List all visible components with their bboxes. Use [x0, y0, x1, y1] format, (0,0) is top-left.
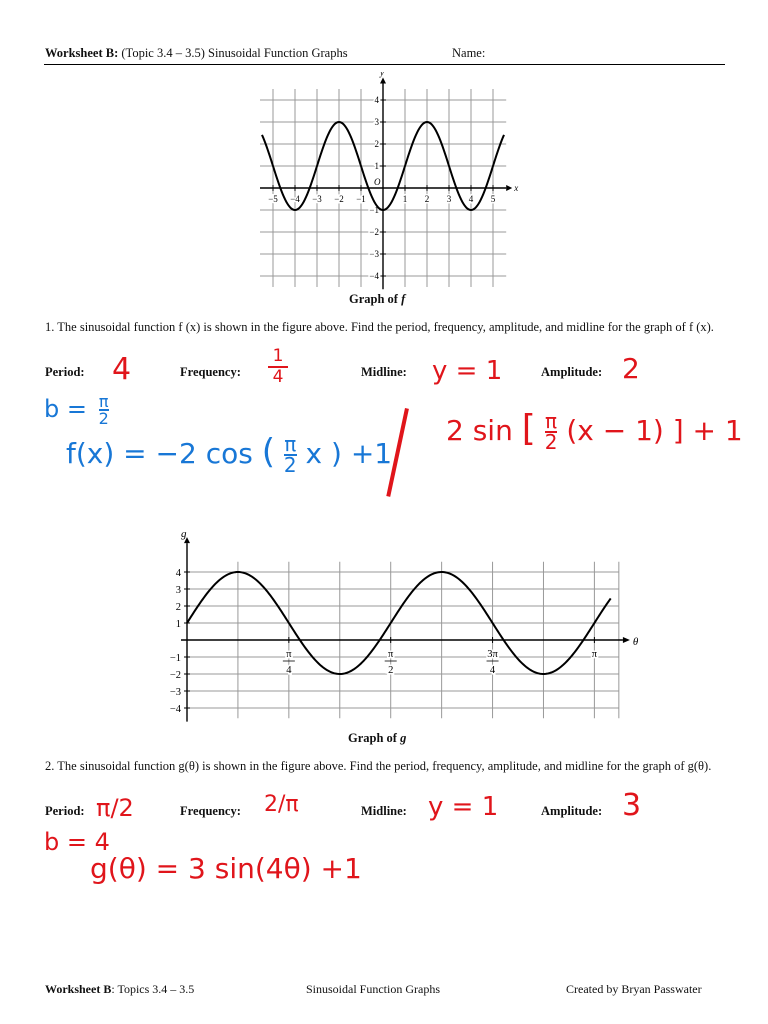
graph-f-y-tick-label: 2 [374, 139, 379, 149]
graph-f-y-tick-label: −4 [369, 271, 379, 281]
q1-equation-cos: f(x) = −2 cos ( $\frac{\pi}{2}$ x ) +1 [66, 432, 393, 477]
q1-eq2-den: 2 [544, 430, 558, 454]
worksheet-topic: (Topic 3.4 – 3.5) Sinusoidal Function Graphs [121, 46, 348, 60]
q1-frequency-den: 4 [272, 367, 284, 387]
q1-eq2-right: (x − 1) ] + 1 [566, 414, 743, 447]
graph-f-caption-prefix: Graph of [349, 292, 398, 306]
q2-equation: g(θ) = 3 sin(4θ) +1 [90, 852, 362, 885]
graph-f-y-tick-label: 1 [374, 161, 379, 171]
graph-g-y-tick-label: 4 [175, 568, 181, 579]
graph-f-tick-labels [268, 72, 518, 281]
q1-eq2-num: π [545, 409, 558, 433]
graph-g-x-tick-num: π [286, 649, 292, 660]
graph-g-x-tick-num: π [591, 649, 598, 660]
q1-eq1-left: f(x) = −2 cos [66, 437, 253, 470]
graph-f-x-tick-label: −5 [268, 194, 278, 204]
graph-f-x-tick-label: 5 [490, 194, 496, 204]
question-1-text: 1. The sinusoidal function f (x) is shown in the figure above. Find the period, frequency, amplitude, and midline for the graph of f (x). [45, 320, 714, 334]
footer-left [45, 982, 194, 997]
graph-g-caption [348, 731, 406, 746]
graph-f-x-tick-label: 3 [446, 194, 452, 204]
q2-b-note: b = 4 [44, 828, 110, 856]
graph-f-x-arrow [506, 185, 512, 191]
q2-period-answer: π/2 [96, 794, 134, 822]
q2-amplitude-label: Amplitude: [541, 804, 603, 818]
graph-g-axes [181, 537, 630, 722]
graph-f-x-tick-label: 2 [424, 194, 430, 204]
header-rule [44, 64, 725, 65]
graph-f-axes [260, 78, 512, 290]
q1-amplitude-answer: 2 [622, 352, 640, 385]
worksheet-header [45, 46, 348, 61]
graph-f-y-tick-label: −1 [369, 205, 379, 215]
footer-worksheet-label: Worksheet B [45, 982, 112, 996]
graph-g-tick-labels [170, 528, 639, 715]
worksheet-label: Worksheet B: [45, 46, 119, 60]
graph-f-x-tick-label: −4 [290, 194, 300, 204]
q1-eq1-den: 2 [283, 453, 297, 477]
graph-g-x-tick-num: 3π [487, 649, 498, 660]
graph-f-y-axis-label: y [380, 72, 384, 78]
graph-g-y-tick-label: −1 [169, 653, 181, 664]
q1-frequency-num: 1 [272, 346, 284, 366]
graph-f-x-tick-label: −1 [356, 194, 366, 204]
q2-amplitude-answer: 3 [622, 788, 642, 823]
q1-midline-label: Midline: [361, 365, 407, 379]
q1-eq1-num: π [284, 432, 297, 456]
graph-f-y-tick-label: −3 [369, 249, 379, 259]
graph-f-y-tick-label: 3 [374, 117, 379, 127]
graph-g-y-axis-label: g [181, 528, 187, 541]
q1-midline-answer: y = 1 [432, 356, 503, 386]
graph-f-x-tick-label: 1 [402, 194, 408, 204]
graph-g-x-tick-den: 4 [286, 665, 292, 676]
q2-period-label: Period: [45, 804, 85, 818]
graph-f-y-tick-label: 4 [374, 95, 379, 105]
q1-b-label: b = [44, 395, 87, 423]
footer-center: Sinusoidal Function Graphs [306, 982, 440, 996]
q1-eq2-left: 2 sin [446, 414, 513, 447]
footer-topics: : Topics 3.4 – 3.5 [111, 982, 195, 996]
q2-midline-label: Midline: [361, 804, 407, 818]
graph-f-x-tick-label: 4 [468, 194, 474, 204]
graph-g-x-arrow [623, 637, 630, 643]
graph-f-caption [349, 292, 405, 307]
graph-g-y-tick-label: 2 [175, 602, 181, 613]
q1-period-label: Period: [45, 365, 85, 379]
q2-frequency-label: Frequency: [180, 804, 241, 818]
graph-g-caption-var: g [400, 731, 407, 745]
graph-g-y-tick-label: 1 [175, 619, 181, 630]
graph-g-x-tick-den: 2 [388, 665, 394, 676]
q1-amplitude-label: Amplitude: [541, 365, 603, 379]
question-2-text: 2. The sinusoidal function g(θ) is shown in the figure above. Find the period, frequency, amplitude, and midline for the graph of g(θ). [45, 759, 712, 773]
q1-frequency-answer [268, 348, 288, 386]
graph-g-y-tick-label: 3 [175, 585, 181, 596]
graph-f-y-tick-label: −2 [369, 227, 379, 237]
graph-g-caption-prefix: Graph of [348, 731, 397, 745]
graph-g-x-tick-num: π [388, 649, 394, 660]
q2-midline-answer: y = 1 [428, 792, 499, 822]
q1-period-answer: 4 [112, 352, 132, 387]
q1-frequency-label: Frequency: [180, 365, 241, 379]
graph-f-x-axis-label: x [514, 183, 519, 193]
graph-g-x-tick-den: 4 [489, 665, 496, 676]
q1-eq1-right: x ) +1 [305, 437, 393, 470]
name-label: Name: [452, 46, 486, 60]
graph-g-y-tick-label: −4 [169, 704, 181, 715]
graph-f-caption-var: f [401, 292, 406, 306]
footer-right: Created by Bryan Passwater [566, 982, 702, 996]
q2-frequency-answer: 2/π [264, 792, 299, 817]
graph-g-y-tick-label: −2 [169, 670, 181, 681]
q1-b-note [44, 394, 109, 426]
graph-f-origin-label: O [374, 177, 381, 187]
graph-g-x-axis-label: θ [632, 636, 639, 648]
graph-g [160, 522, 640, 730]
q1-equation-sin: 2 sin [ $\frac{\pi}{2}$ (x − 1) ] + 1 [446, 408, 743, 454]
q1-b-num: π [98, 392, 109, 411]
graph-f-x-tick-label: −2 [334, 194, 344, 204]
graph-f [260, 72, 520, 292]
q1-b-den: 2 [98, 409, 109, 428]
graph-g-y-tick-label: −3 [169, 687, 181, 698]
graph-f-y-arrow [380, 78, 386, 84]
graph-f-x-tick-label: −3 [312, 194, 322, 204]
